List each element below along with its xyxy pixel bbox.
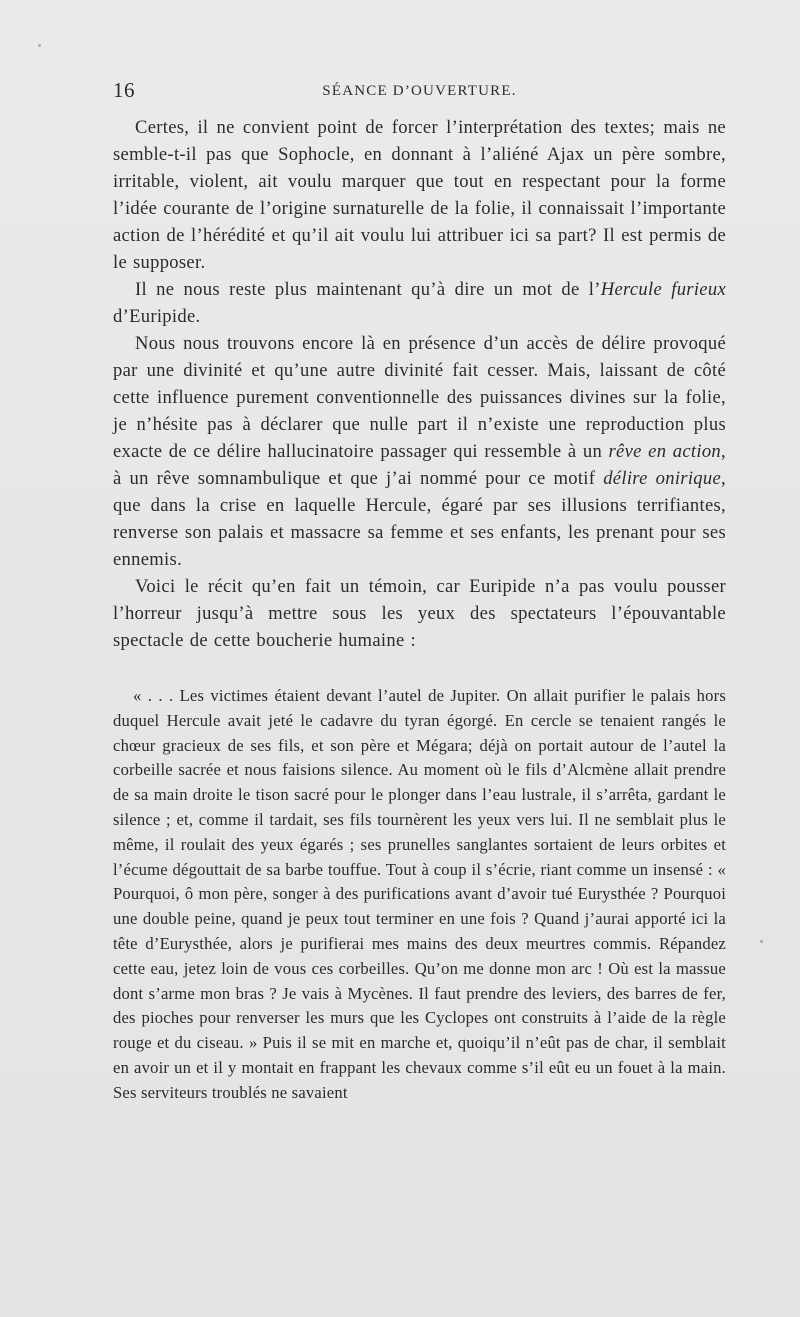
page-header [113,78,726,108]
text-span: Il ne nous reste plus maintenant qu’à dire un mot de l’ [135,279,601,300]
text-span: , à un rêve somnambulique et que j’ai nommé pour ce motif [113,441,726,489]
quote-paragraph: « . . . Les victimes étaient devant l’autel de Jupiter. On allait purifier le palais hors duquel Hercule avait jeté le cadavre du tyran égorgé. En cercle se tenaient rangés le chœur gracieux de ses fils, et son père et Mégara; déjà on portait autour de l’autel la corbeille sacrée et nous faisions silence. Au moment où le fils d’Alcmène allait prendre de sa main droite le tison sacré pour le plonger dans l’eau lustrale, il s’arrêta, gardant le silence ; et, comme il tardait, ses fils tournèrent les yeux vers lui. Il ne semblait plus le même, il roulait des yeux égarés ; ses prunelles sanglantes sortaient de leurs orbites et l’écume dégouttait de sa barbe touffue. Tout à coup il s’écrie, riant comme un insensé : « Pourquoi, ô mon père, songer à des purifications avant d’avoir tué Eurysthée ? Pourquoi une double peine, quand je peux tout terminer en une fois ? Quand j’aurai apporté ici la tête d’Eurysthée, alors je purifierai mes mains des deux meurtres commis. Répandez cette eau, jetez loin de vous ces corbeilles. Qu’on me donne mon arc ! Où est la massue dont s’arme mon bras ? Je vais à Mycènes. Il faut prendre des leviers, des barres de fer, des pioches pour renverser les murs que les Cyclopes ont construits à l’aide de la règle rouge et du ciseau. » Puis il se mit en marche et, quoiqu’il n’eût pas de char, il semblait en avoir un et il y montait en frappant les chevaux comme s’il eût eu un fouet à la main. Ses serviteurs troublés ne savaient [113,686,726,1102]
italic-title: Hercule furieux [600,279,726,300]
italic-term: rêve en action [608,441,722,462]
paragraph [113,330,726,573]
paper-speck [38,44,41,47]
quoted-passage [113,684,726,1106]
italic-term: délire onirique [603,468,722,489]
paragraph [113,114,726,276]
text-span: , que dans la crise en laquelle Hercule, égaré par ses illusions terrifiantes, renverse son palais et massacre sa femme et ses enfants, les prenant pour ses ennemis. [113,468,726,570]
paragraph [113,276,726,330]
page-number: 16 [113,78,135,102]
body-text [113,114,726,654]
text-span: Certes, il ne convient point de forcer l’interprétation des textes; mais ne semble-t-il pas que Sophocle, en donnant à l’aliéné Ajax un père sombre, irritable, violent, ait voulu marquer que tout en respectant pour la forme l’idée courante de l’origine surnaturelle de la folie, il connaissait l’importante action de l’hérédité et qu’il ait voulu lui attribuer ici sa part? Il est permis de le supposer. [113,117,726,273]
paragraph [113,573,726,654]
text-span: Voici le récit qu’en fait un témoin, car Euripide n’a pas voulu pousser l’horreur jusqu’à mettre sous les yeux des spectateurs l’épouvantable spectacle de cette boucherie humaine : [113,576,726,651]
paper-speck [760,940,763,943]
text-span: d’Euripide. [113,306,201,327]
text-span: Nous nous trouvons encore là en présence d’un accès de délire provoqué par une divinité et qu’une autre divinité fait cesser. Mais, laissant de côté cette influence purement conventionnelle des puissances divines sur la folie, je n’hésite pas à déclarer que nulle part il n’existe une reproduction plus exacte de ce délire hallucinatoire passager qui ressemble à un [113,333,726,462]
running-head: SÉANCE D’OUVERTURE. [322,83,517,99]
